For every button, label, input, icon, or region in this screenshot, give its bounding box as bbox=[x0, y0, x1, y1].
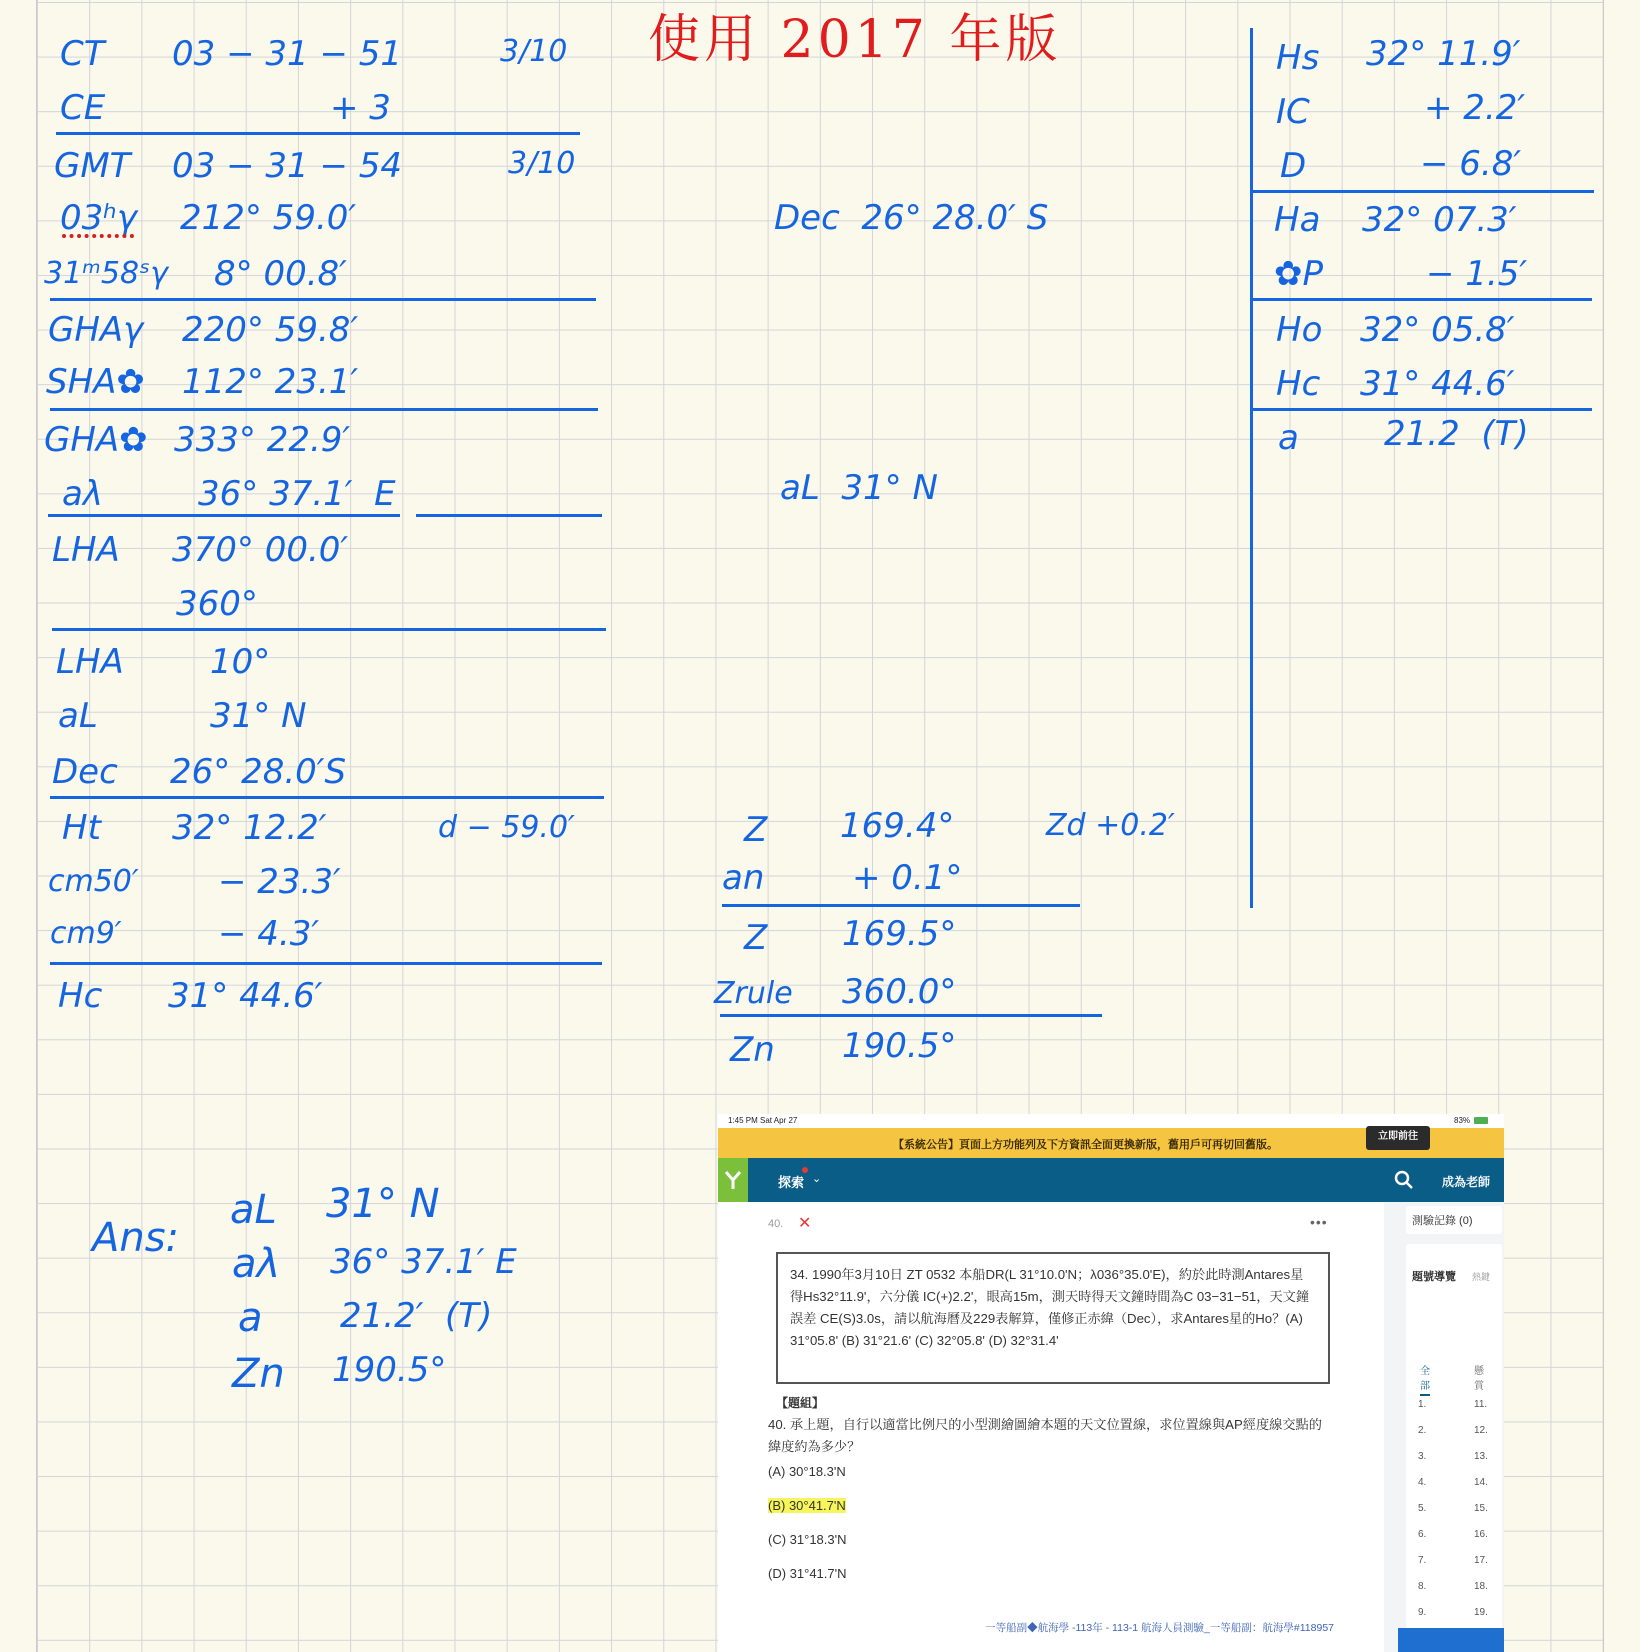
q-link[interactable]: 15. bbox=[1474, 1503, 1488, 1514]
q-link[interactable]: 3. bbox=[1418, 1451, 1427, 1462]
q-link[interactable]: 16. bbox=[1474, 1529, 1488, 1540]
answer-a-value: 21.2′ (T) bbox=[340, 1296, 493, 1336]
value-sha-star: 112° 23.1′ bbox=[182, 362, 359, 402]
q-link[interactable]: 7. bbox=[1418, 1555, 1427, 1566]
q-link[interactable]: 13. bbox=[1474, 1451, 1488, 1462]
right-hs-value: 32° 11.9′ bbox=[1366, 34, 1521, 74]
right-ic-label: IC bbox=[1276, 92, 1310, 132]
value-lha-2: 10° bbox=[210, 642, 271, 682]
chevron-down-icon[interactable]: ⌄ bbox=[812, 1173, 822, 1185]
site-logo[interactable] bbox=[718, 1158, 748, 1202]
right-ho-value: 32° 05.8′ bbox=[1360, 310, 1515, 350]
answer-a-label: a bbox=[238, 1295, 263, 1341]
an-label: an bbox=[722, 858, 765, 898]
right-hc-value: 31° 44.6′ bbox=[1360, 364, 1515, 404]
nav-explore[interactable]: 探索 bbox=[778, 1175, 805, 1190]
label-alambda: aλ bbox=[62, 474, 103, 514]
rule bbox=[722, 904, 1080, 907]
rule bbox=[720, 1014, 1102, 1017]
value-360: 360° bbox=[176, 584, 258, 624]
rule bbox=[1252, 190, 1594, 193]
label-gha-star: GHA✿ bbox=[44, 420, 148, 460]
zd-value: Zd +0.2′ bbox=[1046, 808, 1175, 843]
label-cm50: cm50′ bbox=[48, 864, 139, 899]
label-03h: 03ʰγ bbox=[60, 198, 137, 238]
more-options-icon[interactable]: ••• bbox=[1310, 1214, 1328, 1230]
mid-al: aL 31° N bbox=[780, 468, 938, 508]
answer-alambda-label: aλ bbox=[232, 1241, 281, 1287]
right-a-label: a bbox=[1278, 418, 1299, 458]
answer-alambda-value: 36° 37.1′ E bbox=[330, 1242, 517, 1282]
q-link[interactable]: 11. bbox=[1474, 1399, 1488, 1410]
test-record-card[interactable]: 測驗記錄 (0) bbox=[1406, 1206, 1502, 1234]
zn-value: 190.5° bbox=[842, 1026, 957, 1066]
label-sha-star: SHA✿ bbox=[46, 362, 145, 402]
label-al: aL bbox=[58, 696, 98, 736]
question-index-col2 bbox=[1474, 1392, 1488, 1652]
tab-bounty[interactable]: 懸賞 bbox=[1474, 1366, 1484, 1392]
embedded-screenshot bbox=[718, 1114, 1504, 1652]
q-link[interactable]: 9. bbox=[1418, 1607, 1427, 1618]
answer-al-label: aL bbox=[230, 1187, 277, 1233]
q-link[interactable]: 17. bbox=[1474, 1555, 1488, 1566]
q-link[interactable]: 8. bbox=[1418, 1581, 1427, 1592]
value-ct: 03 − 31 − 51 bbox=[172, 34, 402, 74]
group-label: 【題組】 bbox=[776, 1396, 825, 1410]
hotkey-label: 熱鍵 bbox=[1472, 1272, 1491, 1282]
option-d[interactable]: (D) 31°41.7'N bbox=[768, 1566, 847, 1581]
z2-label: Z bbox=[744, 918, 768, 958]
gmt-fraction: 3/10 bbox=[508, 146, 576, 181]
label-gha-aries: GHAγ bbox=[48, 310, 144, 350]
value-03h: 212° 59.0′ bbox=[180, 198, 357, 238]
answer-prefix: Ans: bbox=[92, 1215, 180, 1261]
sidebar bbox=[1398, 1202, 1504, 1652]
right-d-label: D bbox=[1280, 146, 1307, 186]
right-p-value: − 1.5′ bbox=[1426, 254, 1528, 294]
rule bbox=[1252, 408, 1592, 411]
option-c[interactable]: (C) 31°18.3'N bbox=[768, 1532, 847, 1547]
value-dec: 26° 28.0′S bbox=[170, 752, 347, 792]
right-hs-label: Hs bbox=[1276, 38, 1320, 78]
q-link[interactable]: 19. bbox=[1474, 1607, 1488, 1618]
label-cm9: cm9′ bbox=[50, 916, 122, 951]
source-footer[interactable]: 一等船副◆航海學 -113年 - 113-1 航海人員測驗_一等船副：航海學#118957 bbox=[985, 1622, 1334, 1634]
value-alambda: 36° 37.1′ E bbox=[198, 474, 396, 514]
value-gha-star: 333° 22.9′ bbox=[174, 420, 351, 460]
rule bbox=[50, 298, 596, 301]
question-number: 40. bbox=[768, 1218, 784, 1230]
label-dec: Dec bbox=[52, 752, 118, 792]
label-ht: Ht bbox=[62, 808, 101, 848]
battery-icon bbox=[1474, 1117, 1488, 1124]
status-time: 1:45 PM Sat Apr 27 bbox=[728, 1116, 798, 1125]
value-31m: 8° 00.8′ bbox=[214, 254, 347, 294]
wrong-mark-icon: ✕ bbox=[798, 1215, 812, 1232]
option-b[interactable]: (B) 30°41.7'N bbox=[768, 1498, 846, 1513]
right-a-value: 21.2 (T) bbox=[1384, 414, 1529, 454]
label-ce: CE bbox=[60, 88, 106, 128]
rule bbox=[52, 628, 606, 631]
answer-zn-label: Zn bbox=[232, 1351, 285, 1397]
notification-dot bbox=[802, 1167, 808, 1173]
q-link[interactable]: 14. bbox=[1474, 1477, 1488, 1488]
ht-d-value: d − 59.0′ bbox=[438, 810, 575, 845]
rule bbox=[50, 408, 598, 411]
value-cm9: − 4.3′ bbox=[218, 914, 320, 954]
battery-text: 83% bbox=[1454, 1116, 1471, 1125]
question-panel bbox=[718, 1202, 1384, 1652]
search-icon[interactable] bbox=[1394, 1170, 1414, 1195]
value-ce: + 3 bbox=[330, 88, 391, 128]
right-ha-value: 32° 07.3′ bbox=[1362, 200, 1517, 240]
right-hc-label: Hc bbox=[1276, 364, 1321, 404]
spell-underline bbox=[62, 234, 134, 238]
option-a[interactable]: (A) 30°18.3'N bbox=[768, 1464, 846, 1479]
top-navbar bbox=[718, 1158, 1504, 1202]
zrule-label: Zrule bbox=[714, 976, 793, 1011]
rule bbox=[50, 962, 602, 965]
z-value: 169.4° bbox=[840, 806, 955, 846]
rule bbox=[1252, 298, 1592, 301]
question-nav-title: 題號導覽 bbox=[1412, 1271, 1456, 1283]
rule bbox=[416, 514, 602, 517]
q-link[interactable]: 1. bbox=[1418, 1399, 1427, 1410]
zn-label: Zn bbox=[730, 1030, 775, 1070]
label-gmt: GMT bbox=[54, 146, 131, 186]
label-lha: LHA bbox=[52, 530, 120, 570]
q-link[interactable]: 12. bbox=[1474, 1425, 1488, 1436]
announcement-banner bbox=[718, 1128, 1504, 1158]
rule bbox=[48, 514, 400, 517]
right-ic-value: + 2.2′ bbox=[1424, 88, 1526, 128]
q-link[interactable]: 6. bbox=[1418, 1529, 1427, 1540]
value-ht: 32° 12.2′ bbox=[172, 808, 327, 848]
banner-text: 【系統公告】頁面上方功能列及下方資訊全面更換新版，舊用戶可再切回舊版。 bbox=[893, 1139, 1278, 1151]
question-nav-card bbox=[1406, 1244, 1502, 1634]
right-ha-label: Ha bbox=[1274, 200, 1321, 240]
mid-dec: Dec 26° 28.0′ S bbox=[774, 198, 1049, 238]
q-link[interactable]: 18. bbox=[1474, 1581, 1488, 1592]
value-gmt: 03 − 31 − 54 bbox=[172, 146, 402, 186]
become-teacher-link[interactable]: 成為老師 bbox=[1442, 1175, 1491, 1189]
z2-value: 169.5° bbox=[842, 914, 957, 954]
vertical-divider bbox=[1250, 28, 1253, 908]
rule bbox=[50, 796, 604, 799]
an-value: + 0.1° bbox=[852, 858, 963, 898]
label-lha-2: LHA bbox=[56, 642, 124, 682]
right-d-value: − 6.8′ bbox=[1420, 144, 1522, 184]
q-link[interactable]: 5. bbox=[1418, 1503, 1427, 1514]
q-link[interactable]: 2. bbox=[1418, 1425, 1427, 1436]
right-ho-label: Ho bbox=[1276, 310, 1323, 350]
value-hc: 31° 44.6′ bbox=[168, 976, 323, 1016]
page-title: 使用 2017 年版 bbox=[648, 10, 1062, 70]
label-hc: Hc bbox=[58, 976, 103, 1016]
zrule-value: 360.0° bbox=[842, 972, 957, 1012]
answer-zn-value: 190.5° bbox=[332, 1350, 447, 1390]
answer-al-value: 31° N bbox=[326, 1181, 440, 1227]
question-text: 40. 承上題，自行以適當比例尺的小型測繪圖繪本題的天文位置線，求位置線與AP經度線交點的緯度約為多少？ bbox=[768, 1417, 1322, 1454]
label-31m: 31ᵐ58ˢγ bbox=[44, 256, 168, 291]
value-al: 31° N bbox=[210, 696, 307, 736]
right-p-label: ✿P bbox=[1274, 254, 1323, 294]
tab-all[interactable]: 全部 bbox=[1420, 1362, 1430, 1396]
submit-button[interactable] bbox=[1398, 1628, 1504, 1652]
rule bbox=[56, 132, 580, 135]
value-gha-aries: 220° 59.8′ bbox=[182, 310, 359, 350]
label-ct: CT bbox=[60, 34, 105, 74]
z-label: Z bbox=[744, 810, 768, 850]
question-index-col1 bbox=[1418, 1392, 1432, 1652]
value-cm50: − 23.3′ bbox=[218, 862, 341, 902]
banner-go-button[interactable]: 立即前往 bbox=[1366, 1126, 1430, 1150]
value-lha: 370° 00.0′ bbox=[172, 530, 349, 570]
ct-fraction: 3/10 bbox=[500, 34, 568, 69]
q-link[interactable]: 4. bbox=[1418, 1477, 1427, 1488]
reference-question-box: 34. 1990年3月10日 ZT 0532 本船DR(L 31°10.0'N；λ036°35.0'E)，約於此時測Antares星得Hs32°11.9'，六分儀 IC(+)2.2'，眼高15m，測天時得天文鐘時間為C 03−31−51，天文鐘誤差 CE(S)3.0s，請以航海曆及229表解算，僅修正赤緯（Dec），求Antares星的Ho？(A) 31°05.8' (B) 31°21.6' (C) 32°05.8' (D) 32°31.4' bbox=[776, 1252, 1330, 1384]
